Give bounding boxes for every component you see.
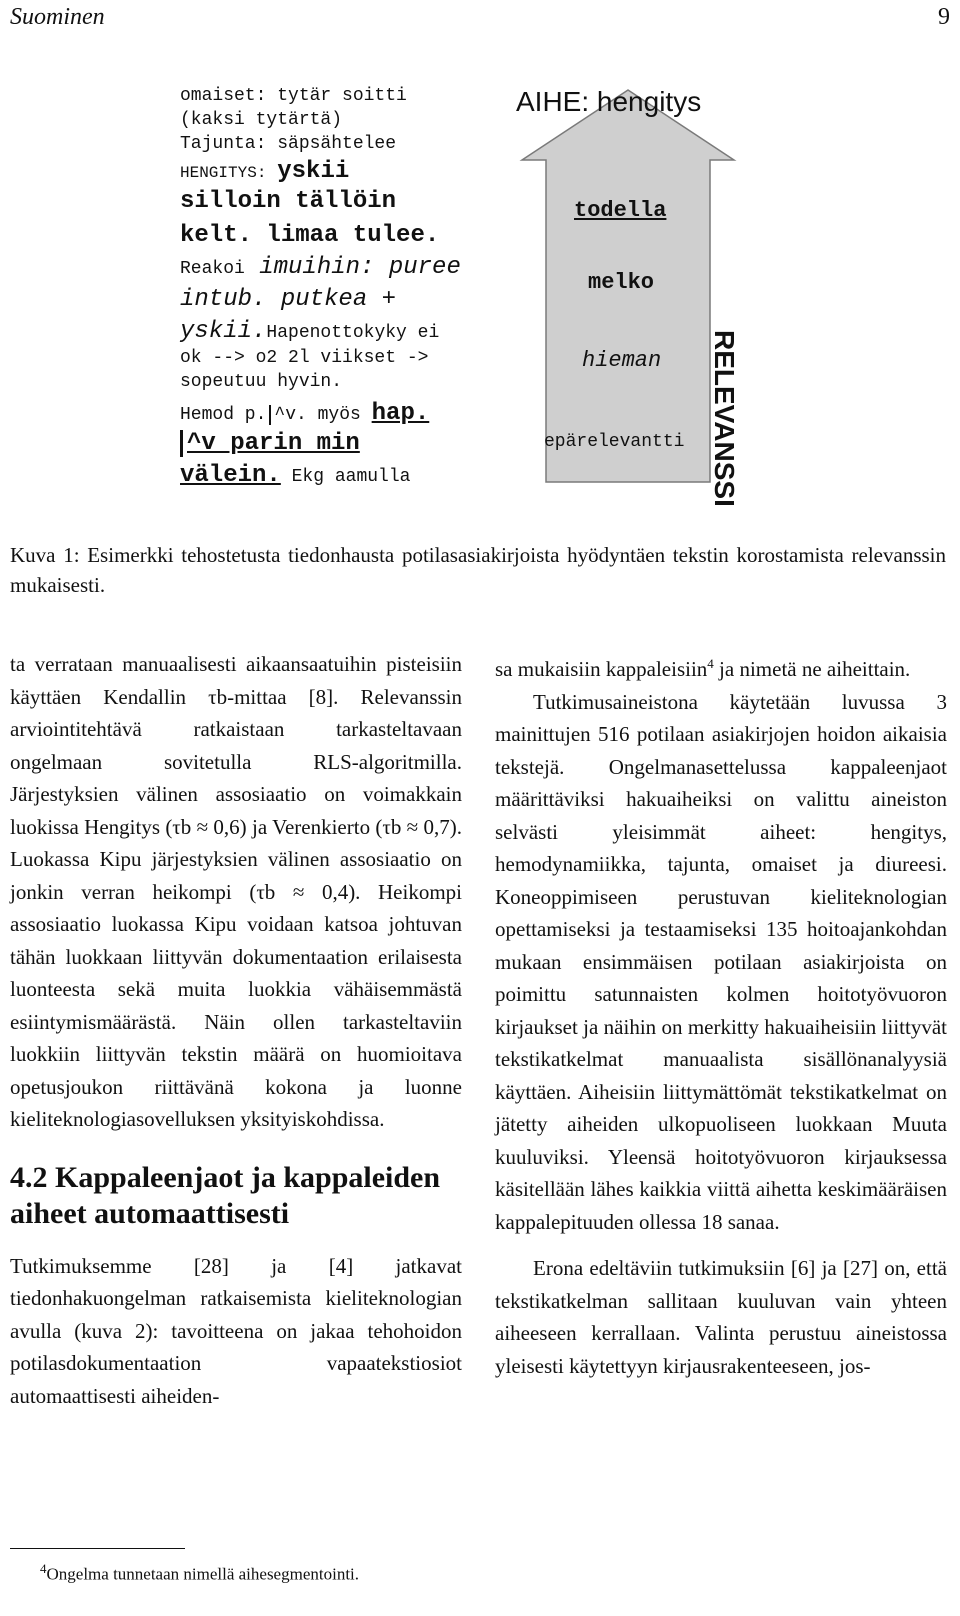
left-paragraph-2: Tutkimuksemme [28] ja [4] jatkavat tiedonhakuongelman ratkaisemista kieliteknologian avulla (kuva 2): tavoitteena on jakaa tehohoidon potilasdokumentaation vapaatekstiosiot automaattisesti aiheiden-	[10, 1253, 462, 1408]
footnote	[40, 1561, 359, 1585]
left-column	[10, 648, 462, 1412]
note-line-10: ok --> o2 2l viikset ->	[180, 348, 429, 368]
note-line-3: Tajunta: säpsähtelee	[180, 134, 397, 154]
right-paragraph-1	[495, 648, 947, 686]
note-line-13: ^v parin min	[180, 430, 360, 457]
figure-1	[180, 82, 780, 507]
page-number: 9	[938, 4, 950, 30]
note-line-11: sopeutuu hyvin.	[180, 372, 343, 392]
note-line-7-label: Reakoi	[180, 259, 245, 279]
note-line-14: välein. Ekg aamulla	[180, 462, 411, 489]
section-heading: 4.2 Kappaleenjaot ja kappaleiden aiheet automaattisesti	[10, 1160, 441, 1230]
relevance-arrow-diagram	[180, 82, 780, 502]
topic-title: AIHE: hengitys	[516, 86, 702, 117]
note-line-6: kelt. limaa tulee.	[180, 222, 440, 249]
footnote-ref: 4	[707, 656, 714, 671]
note-line-7-emph: imuihin: puree	[259, 254, 461, 281]
note-line-14-emph: välein.	[180, 462, 281, 489]
right-column	[495, 648, 947, 1382]
level-todella: todella	[574, 198, 667, 223]
note-line-5: silloin tällöin	[180, 188, 397, 215]
footnote-rule	[10, 1548, 185, 1549]
right-paragraph-3: Erona edeltäviin tutkimuksiin [6] ja [27] on, että tekstikatkelman sallitaan kuuluvan vain yhteen aiheeseen kerrallaan. Valinta perustuu aineistossa yleisesti käytettyyn kirjausrakenteeseen, jos-	[495, 1256, 947, 1378]
footnote-mark: 4	[40, 1561, 47, 1576]
figure-caption: Kuva 1: Esimerkki tehostetusta tiedonhausta potilasasiakirjoista hyödyntäen tekstin korostamista relevanssin mukaisesti.	[10, 543, 946, 597]
running-title: Suominen	[10, 4, 105, 30]
right-paragraph-1-start: sa mukaisiin kappaleisiin	[495, 657, 708, 681]
footnote-text: Ongelma tunnetaan nimellä aihesegmentointi.	[46, 1564, 360, 1584]
left-paragraph-1: ta verrataan manuaalisesti aikaansaatuihin pisteisiin käyttäen Kendallin τb-mittaa [8]. Relevanssin arviointitehtävä ratkaistaan tarkasteltavaan ongelmaan sovitetulla RLS-algoritmilla. Järjestyksien välinen assosiaatio on voimakkain luokissa Hengitys (τb ≈ 0,6) ja Verenkierto (τb ≈ 0,7). Luokassa Kipu järjestyksien välinen assosiaatio on jonkin verran heikompi (τb ≈ 0,4). Heikompi assosiaatio luokassa Kipu voidaan katsoa johtuvan tähän luokkaan liittyvän dokumentaation erilaisesta luonteesta sekä muita luokkia vähäisemmästä esiintymismäärästä. Näin ollen tarkasteltaviin luokkiin liittyvän tekstin määrä on huomioitava opetusjoukon riittävänä kokona ja luonne kieliteknologiasovelluksen yksityiskohdissa.	[10, 652, 462, 1131]
note-line-9: yskii.Hapenottokyky ei	[180, 318, 440, 345]
note-line-9-emph: yskii.	[180, 318, 267, 345]
relevance-axis-label: RELEVANSSI	[709, 330, 740, 507]
note-line-12: Hemod p. ^v. myös hap.	[180, 400, 430, 427]
level-hieman: hieman	[582, 348, 662, 373]
note-line-4-emph: yskii	[277, 158, 350, 185]
note-line-1: omaiset: tytär soitti	[180, 86, 407, 106]
right-paragraph-2: Tutkimusaineistona käytetään luvussa 3 mainittujen 516 potilaan asiakirjojen hoidon aikaisia tekstejä. Ongelmanasettelussa kappaleenjaot määrittäviksi hakuaiheiksi on valittu aineiston selvästi yleisimmät aiheet: hengitys, hemodynamiikka, tajunta, omaiset ja diureesi. Koneoppimiseen perustuvan kieliteknologian opettamiseksi ja testaamiseksi 135 hoitoajankohdan mukaan ensimmäisen potilaan asiakirjoista on poimittu satunnaisten kolmen hoitotyövuoron kirjaukset ja näihin on merkitty hakuaiheisiin liittyvät tekstikatkelmat manuaalista sisällönanalyysiä käyttäen. Aiheisiin liittymättömät tekstikatkelmat on jätetty aiheiden ulkopuoliseen luokkaan Muuta kuuluviksi. Yleensä hoitotyövuoron kirjauksessa käsitellään lähes kaikkia viittä aihetta keskimääräisen kappalepituuden ollessa 18 sanaa.	[495, 689, 947, 1234]
note-line-8: intub. putkea +	[180, 286, 397, 313]
level-eparelevantti: epärelevantti	[544, 432, 685, 452]
level-melko: melko	[588, 270, 655, 295]
right-paragraph-1-end: ja nimetä ne aiheittain.	[713, 657, 911, 681]
page-header	[10, 0, 950, 34]
note-line-2: (kaksi tytärtä)	[180, 110, 343, 130]
note-line-4-label: HENGITYS:	[180, 164, 267, 182]
